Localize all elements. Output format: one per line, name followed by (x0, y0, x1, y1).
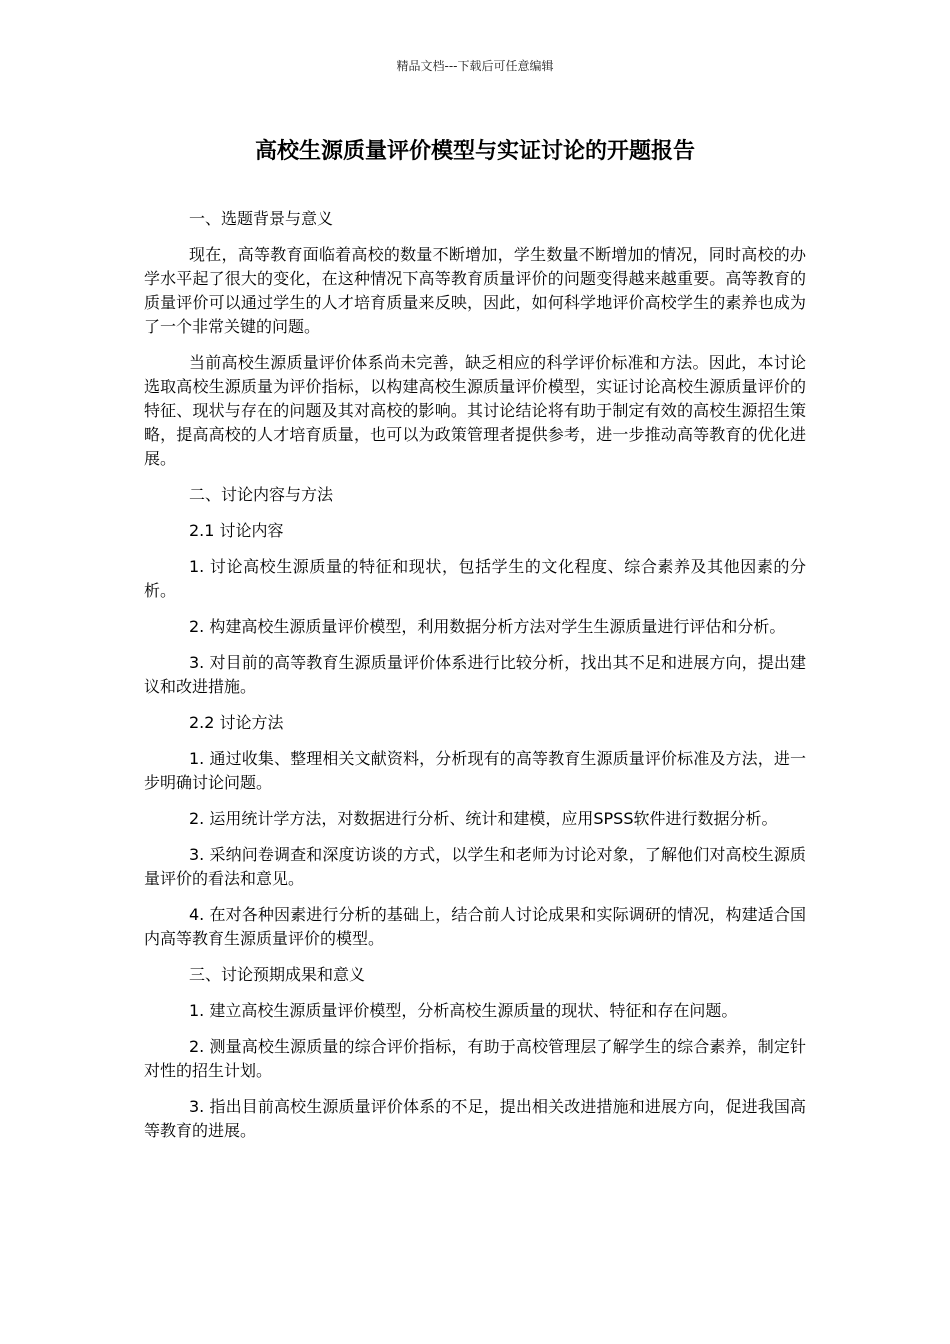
content-item-1: 1. 讨论高校生源质量的特征和现状，包括学生的文化程度、综合素养及其他因素的分析。 (144, 557, 806, 600)
method-item-1: 1. 通过收集、整理相关文献资料，分析现有的高等教育生源质量评价标准及方法，进一步明确讨论问题。 (144, 749, 806, 792)
content-item-2: 2. 构建高校生源质量评价模型，利用数据分析方法对学生生源质量进行评估和分析。 (189, 617, 786, 636)
outcome-item-1: 1. 建立高校生源质量评价模型，分析高校生源质量的现状、特征和存在问题。 (189, 1001, 738, 1020)
content-item-3: 3. 对目前的高等教育生源质量评价体系进行比较分析，找出其不足和进展方向，提出建议和改进措施。 (144, 653, 806, 696)
subsection-heading-content: 2.1 讨论内容 (189, 521, 284, 540)
document-body (144, 207, 806, 1155)
outcome-item-2: 2. 测量高校生源质量的综合评价指标，有助于高校管理层了解学生的综合素养，制定针对性的招生计划。 (144, 1037, 806, 1080)
page-header-note: 精品文档---下载后可任意编辑 (396, 59, 554, 73)
method-item-4: 4. 在对各种因素进行分析的基础上，结合前人讨论成果和实际调研的情况，构建适合国内高等教育生源质量评价的模型。 (144, 905, 806, 948)
paragraph-background-1: 现在，高等教育面临着高校的数量不断增加，学生数量不断增加的情况，同时高校的办学水平起了很大的变化，在这种情况下高等教育质量评价的问题变得越来越重要。高等教育的质量评价可以通过学生的人才培育质量来反映，因此，如何科学地评价高校学生的素养也成为了一个非常关键的问题。 (144, 245, 806, 336)
method-item-3: 3. 采纳问卷调查和深度访谈的方式，以学生和老师为讨论对象，了解他们对高校生源质量评价的看法和意见。 (144, 845, 806, 888)
section-heading-outcomes: 三、讨论预期成果和意义 (189, 965, 366, 984)
method-item-2: 2. 运用统计学方法，对数据进行分析、统计和建模，应用SPSS软件进行数据分析。 (189, 809, 778, 828)
section-heading-background: 一、选题背景与意义 (189, 209, 334, 228)
section-heading-content-method: 二、讨论内容与方法 (189, 485, 334, 504)
document-title: 高校生源质量评价模型与实证讨论的开题报告 (254, 139, 695, 164)
outcome-item-3: 3. 指出目前高校生源质量评价体系的不足，提出相关改进措施和进展方向，促进我国高等教育的进展。 (144, 1097, 806, 1140)
subsection-heading-method: 2.2 讨论方法 (189, 713, 284, 732)
paragraph-background-2: 当前高校生源质量评价体系尚未完善，缺乏相应的科学评价标准和方法。因此，本讨论选取高校生源质量为评价指标，以构建高校生源质量评价模型，实证讨论高校生源质量评价的特征、现状与存在的问题及其对高校的影响。其讨论结论将有助于制定有效的高校生源招生策略，提高高校的人才培育质量，也可以为政策管理者提供参考，进一步推动高等教育的优化进展。 (144, 353, 806, 468)
